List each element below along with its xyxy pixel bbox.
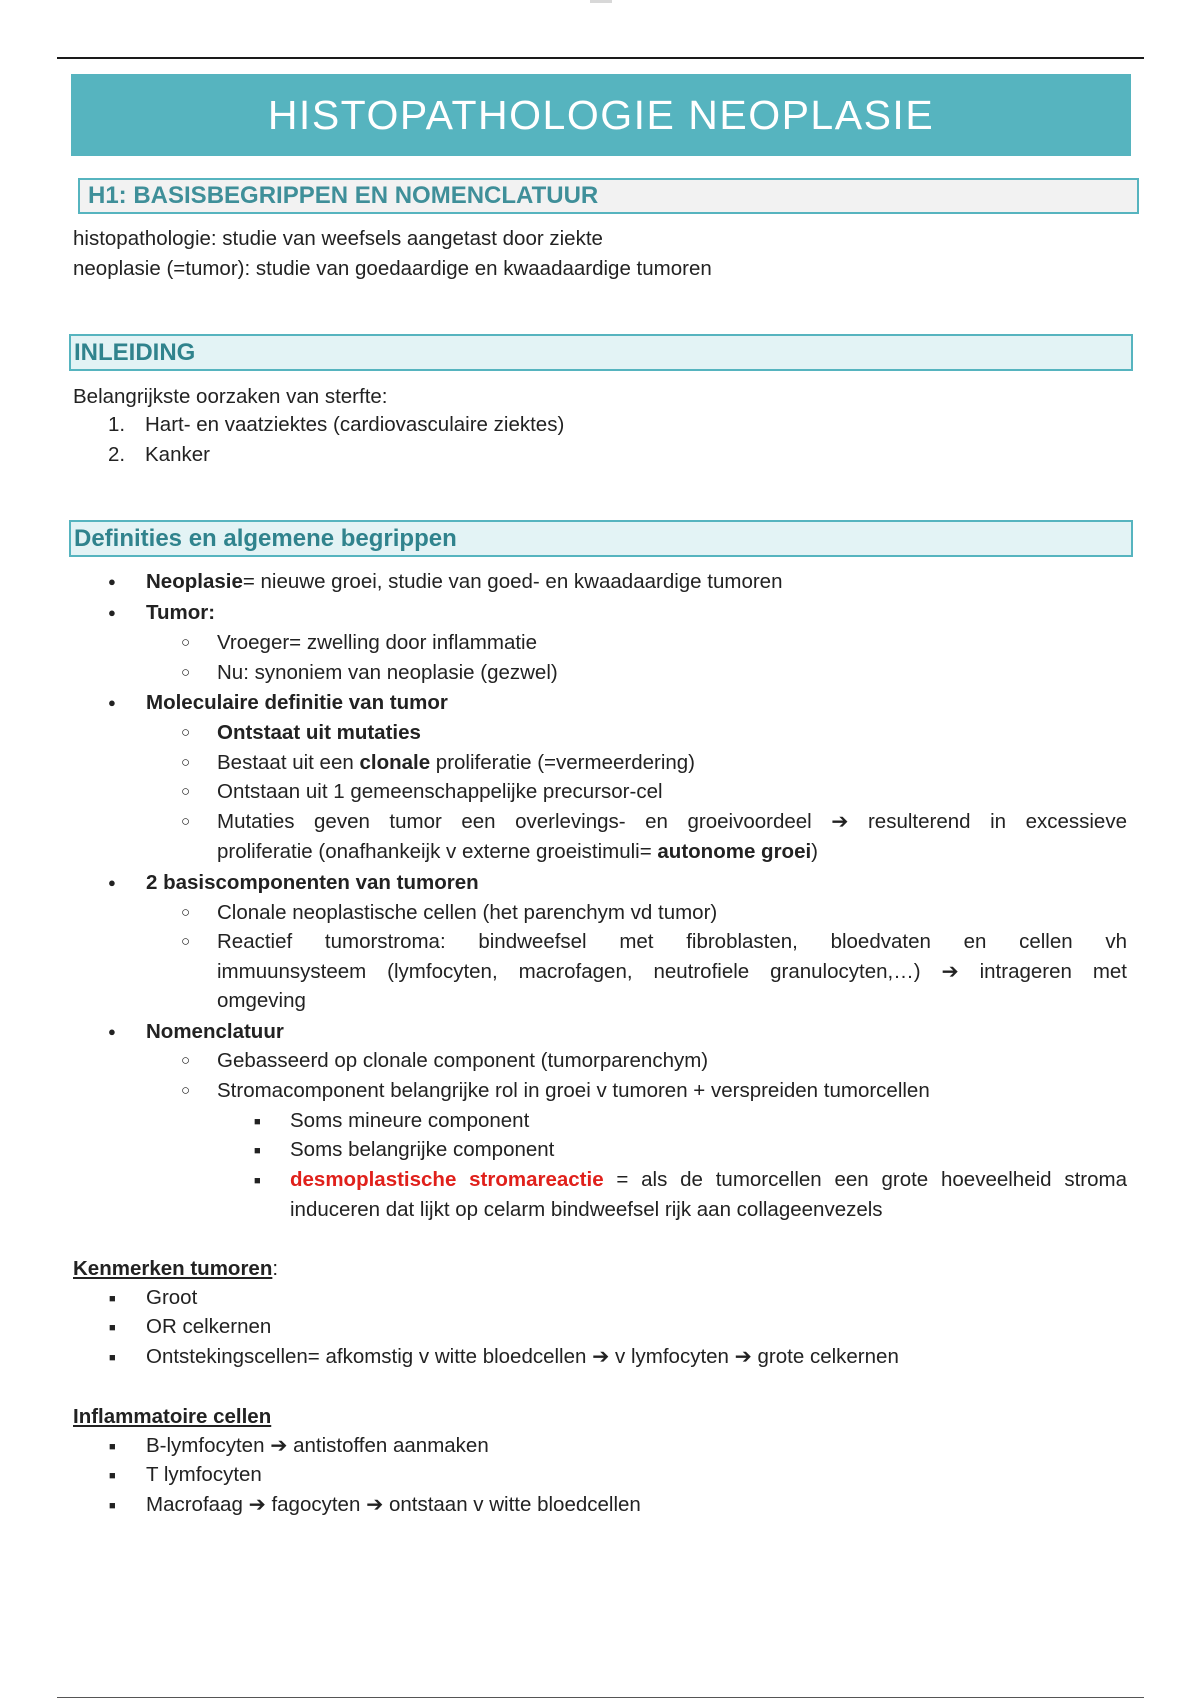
square-bullet-icon: ■ [254,1145,261,1157]
circle-bullet-icon: ○ [181,634,191,651]
page-top-mark [590,0,612,3]
sub-item: Ontstaat uit mutaties [217,721,421,744]
arrow-right-icon: ➔ [831,810,849,833]
section-heading-definities: Definities en algemene begrippen [69,520,1133,557]
sub-sub-item [290,1166,1127,1194]
section-heading-inleiding: INLEIDING [69,334,1133,371]
sub-item: Stromacomponent belangrijke rol in groei v tumoren + verspreiden tumorcellen [217,1079,930,1102]
bullet-icon: ● [108,605,116,620]
numbered-item-2 [108,441,210,469]
chapter-heading: H1: BASISBEGRIPPEN EN NOMENCLATUUR [78,178,1139,214]
sub-item: Clonale neoplastische cellen (het parenchym vd tumor) [217,901,718,924]
text-bold: autonome groei [657,840,812,863]
text: proliferatie (onafhankeijk v externe groeistimuli= [217,840,658,863]
square-bullet-icon: ■ [109,1500,116,1512]
list-item-basiscomponenten: 2 basiscomponenten van tumoren [146,871,479,894]
sub-item-line: omgeving [217,989,306,1012]
text-bold: clonale [359,751,431,774]
arrow-right-icon: ➔ [270,1434,288,1457]
square-bullet-icon: ■ [254,1116,261,1128]
text: v lymfocyten [615,1345,729,1368]
list-item [146,1343,899,1371]
text: resulterend in excessieve [867,810,1127,833]
arrow-right-icon: ➔ [248,1493,266,1516]
bullet-icon: ● [108,875,116,890]
numbered-item-1 [108,411,565,439]
item-text: Kanker [145,443,210,466]
text: immuunsysteem (lymfocyten, macrofagen, neutrofiele granulocyten,…) [217,960,921,983]
sub-sub-item: Soms belangrijke component [290,1138,555,1161]
sub-item-line [217,838,818,866]
text: intrageren met [979,960,1128,983]
circle-bullet-icon: ○ [181,933,191,950]
bullet-icon: ● [108,574,116,589]
text: grote celkernen [757,1345,899,1368]
sub-sub-item: Soms mineure component [290,1109,530,1132]
text: fagocyten [271,1493,361,1516]
text: Macrofaag [146,1493,243,1516]
highlighted-term: desmoplastische stromareactie [290,1168,604,1191]
item-text: Hart- en vaatziektes (cardiovasculaire ziektes) [145,413,565,436]
arrow-right-icon: ➔ [941,960,959,983]
list-item: T lymfocyten [146,1463,262,1486]
text: Mutaties geven tumor een overlevings- en groeivoordeel [217,810,812,833]
sub-item: Nu: synoniem van neoplasie (gezwel) [217,661,558,684]
circle-bullet-icon: ○ [181,724,191,741]
sub-item-line [217,958,1127,986]
footer-rule [57,1697,1144,1698]
text: ) [811,840,818,863]
inflammatoire-heading: Inflammatoire cellen [73,1405,272,1428]
circle-bullet-icon: ○ [181,813,191,830]
inleiding-lead: Belangrijkste oorzaken van sterfte: [73,385,388,408]
sub-item-line: Reactief tumorstroma: bindweefsel met fibroblasten, bloedvaten en cellen vh [217,930,1127,953]
arrow-right-icon: ➔ [592,1345,610,1368]
square-bullet-icon: ■ [109,1352,116,1364]
list-item-moleculair: Moleculaire definitie van tumor [146,691,448,714]
intro-line-2: neoplasie (=tumor): studie van goedaardige en kwaadaardige tumoren [73,257,712,280]
sub-item: Gebasseerd op clonale component (tumorparenchym) [217,1049,709,1072]
sub-sub-item-line: induceren dat lijkt op celarm bindweefsel rijk aan collageenvezels [290,1198,883,1221]
square-bullet-icon: ■ [109,1322,116,1334]
term: Neoplasie [146,570,243,593]
square-bullet-icon: ■ [109,1293,116,1305]
list-item [146,1491,641,1519]
circle-bullet-icon: ○ [181,1052,191,1069]
intro-line-1: histopathologie: studie van weefsels aangetast door ziekte [73,227,603,250]
circle-bullet-icon: ○ [181,1082,191,1099]
circle-bullet-icon: ○ [181,754,191,771]
item-number: 2. [108,443,126,466]
bullet-icon: ● [108,1024,116,1039]
list-item: Groot [146,1286,198,1309]
sub-item: Vroeger= zwelling door inflammatie [217,631,537,654]
circle-bullet-icon: ○ [181,783,191,800]
sub-item [217,749,695,777]
heading-text: Kenmerken tumoren [73,1257,273,1280]
list-item-nomenclatuur: Nomenclatuur [146,1020,284,1043]
item-number: 1. [108,413,126,436]
colon: : [272,1257,279,1280]
list-item: OR celkernen [146,1315,272,1338]
square-bullet-icon: ■ [109,1470,116,1482]
list-item-neoplasie [146,568,782,596]
text: = als de tumorcellen een grote hoeveelheid stroma [603,1168,1127,1191]
square-bullet-icon: ■ [254,1175,261,1187]
sub-item-line [217,808,1127,836]
text: proliferatie (=vermeerdering) [430,751,696,774]
kenmerken-heading [73,1255,278,1283]
header-rule [57,57,1144,59]
sub-item: Ontstaan uit 1 gemeenschappelijke precursor-cel [217,780,663,803]
document-title: HISTOPATHOLOGIE NEOPLASIE [71,74,1131,156]
circle-bullet-icon: ○ [181,904,191,921]
arrow-right-icon: ➔ [734,1345,752,1368]
bullet-icon: ● [108,695,116,710]
text: Bestaat uit een [217,751,360,774]
circle-bullet-icon: ○ [181,664,191,681]
text: Ontstekingscellen= afkomstig v witte bloedcellen [146,1345,587,1368]
square-bullet-icon: ■ [109,1441,116,1453]
text: antistoffen aanmaken [293,1434,489,1457]
list-item-tumor: Tumor: [146,601,216,624]
arrow-right-icon: ➔ [366,1493,384,1516]
list-item [146,1432,489,1460]
text: B-lymfocyten [146,1434,265,1457]
definition: = nieuwe groei, studie van goed- en kwaadaardige tumoren [242,570,783,593]
text: ontstaan v witte bloedcellen [388,1493,641,1516]
